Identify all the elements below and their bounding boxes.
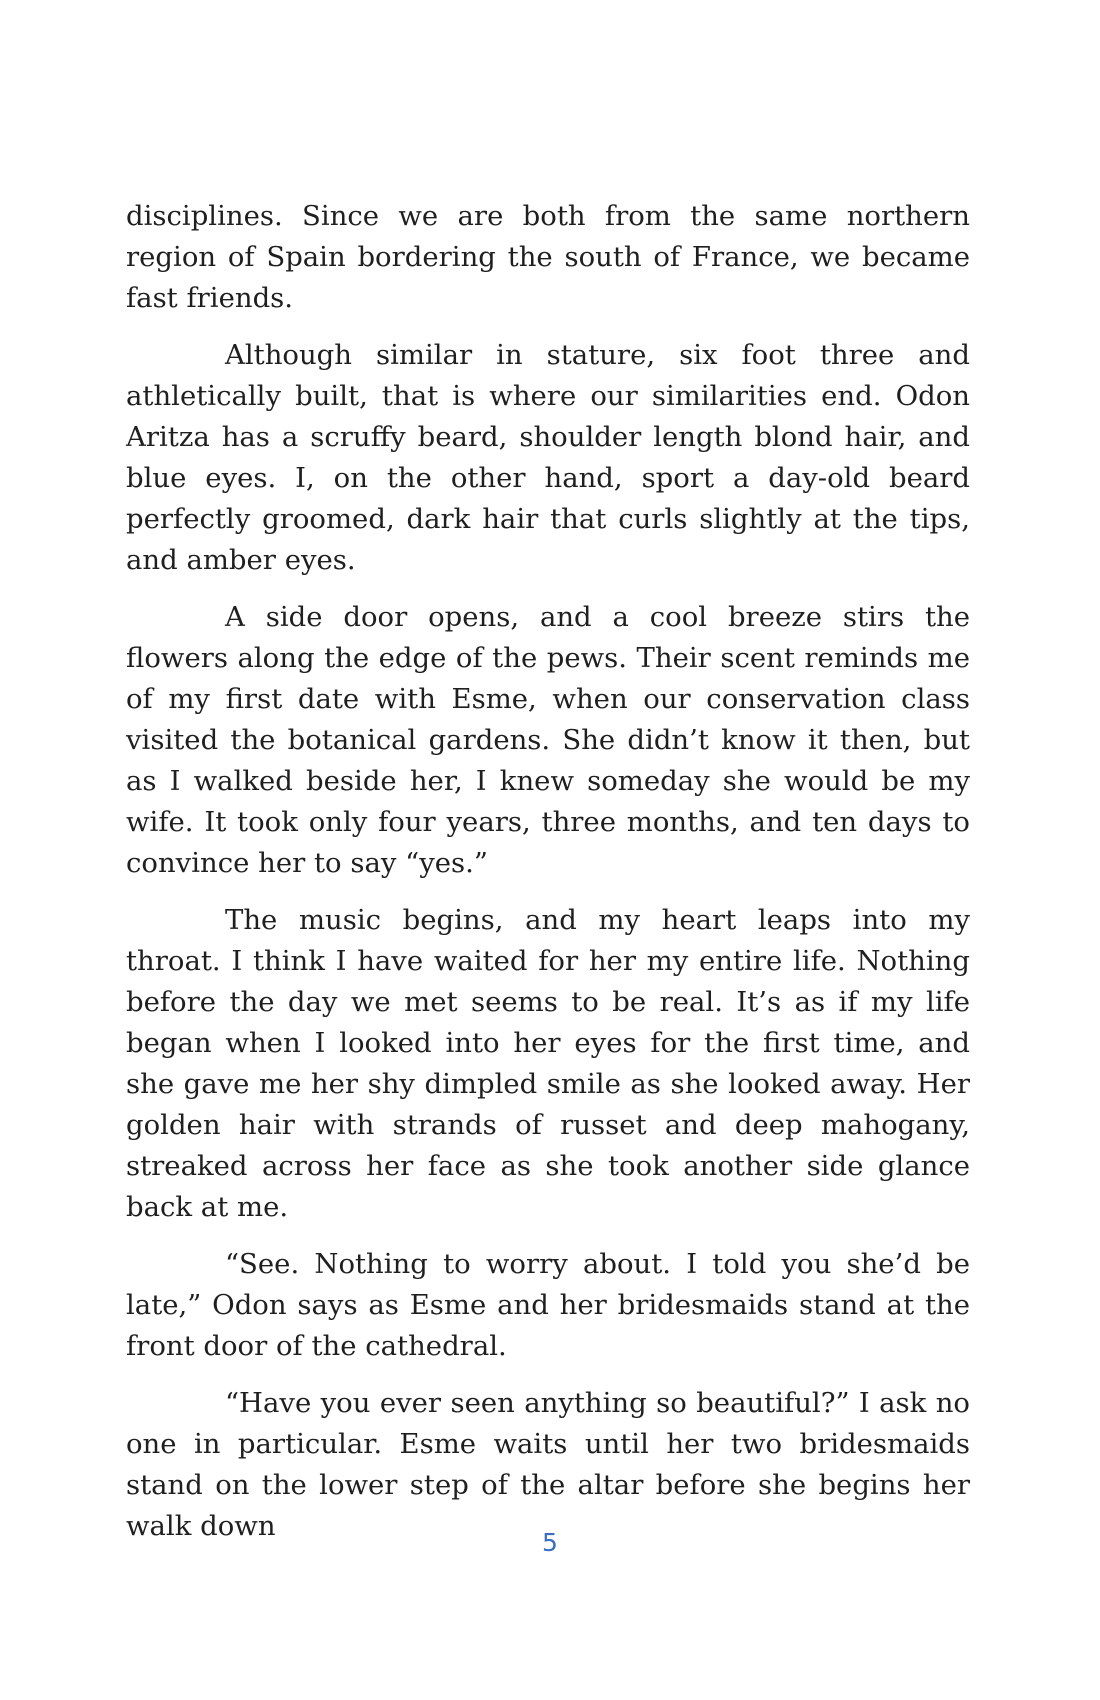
paragraph-beautiful: “Have you ever seen anything so beautiful?” I ask no one in particular. Esme waits until her two bridesmaids stand on the lower step of the altar before she begins her walk down: [126, 1387, 970, 1542]
paragraph-similarities: Although similar in stature, six foot three and athletically built, that is where our similarities end. Odon Aritza has a scruffy beard, shoulder length blond hair, and blue eyes. I, on the other hand, sport a day-old beard perfectly groomed, dark hair that curls slightly at the tips, and amber eyes.: [126, 339, 970, 576]
page-number: 5: [542, 1528, 558, 1557]
paragraph-music-begins: The music begins, and my heart leaps into my throat. I think I have waited for her my entire life. Nothing before the day we met seems to be real. It’s as if my life began when I looked into her eyes for the first time, and she gave me her shy dimpled smile as she looked away. Her golden hair with strands of russet and deep mahogany, streaked across her face as she took another side glance back at me.: [126, 904, 970, 1223]
paragraph-continuation: disciplines. Since we are both from the same northern region of Spain bordering the south of France, we became fast friends.: [126, 200, 970, 314]
paragraph-side-door: A side door opens, and a cool breeze stirs the flowers along the edge of the pews. Their scent reminds me of my first date with Esme, when our conservation class visited the botanical gardens. She didn’t know it then, but as I walked beside her, I knew someday she would be my wife. It took only four years, three months, and ten days to convince her to say “yes.”: [126, 601, 970, 879]
body-text: [126, 196, 970, 1563]
paragraph-odon-says: “See. Nothing to worry about. I told you she’d be late,” Odon says as Esme and her bridesmaids stand at the front door of the cathedral.: [126, 1248, 970, 1362]
